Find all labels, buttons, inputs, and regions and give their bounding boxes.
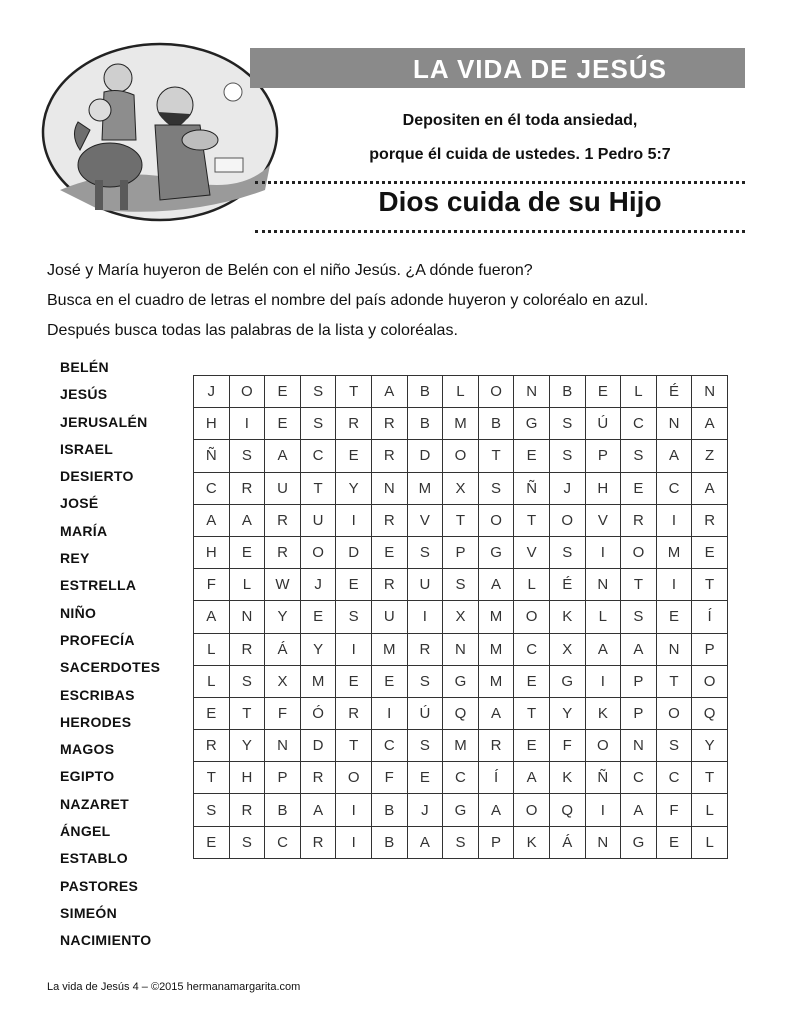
grid-cell[interactable]: R xyxy=(265,536,301,568)
grid-cell[interactable]: R xyxy=(229,794,265,826)
grid-cell[interactable]: S xyxy=(621,601,657,633)
grid-cell[interactable]: E xyxy=(336,440,372,472)
grid-cell[interactable]: O xyxy=(692,665,728,697)
dotted-divider-top xyxy=(255,181,745,184)
grid-cell[interactable]: Ú xyxy=(407,697,443,729)
grid-cell[interactable]: E xyxy=(229,536,265,568)
grid-cell[interactable]: A xyxy=(194,601,230,633)
grid-cell[interactable]: C xyxy=(656,762,692,794)
grid-cell[interactable]: L xyxy=(514,569,550,601)
grid-cell[interactable]: F xyxy=(265,697,301,729)
grid-cell[interactable]: E xyxy=(371,536,407,568)
word-list-item: REY xyxy=(60,550,90,567)
grid-cell[interactable]: N xyxy=(371,472,407,504)
grid-cell[interactable]: E xyxy=(585,376,621,408)
grid-cell[interactable]: Í xyxy=(478,762,514,794)
grid-cell[interactable]: P xyxy=(265,762,301,794)
lesson-title: Dios cuida de su Hijo xyxy=(378,186,662,217)
grid-cell[interactable]: P xyxy=(692,633,728,665)
grid-cell[interactable]: E xyxy=(514,665,550,697)
grid-cell[interactable]: N xyxy=(229,601,265,633)
grid-cell[interactable]: B xyxy=(407,408,443,440)
grid-cell[interactable]: F xyxy=(371,762,407,794)
word-list-item: MAGOS xyxy=(60,741,115,758)
grid-cell[interactable]: U xyxy=(265,472,301,504)
grid-cell[interactable]: S xyxy=(407,730,443,762)
grid-cell[interactable]: N xyxy=(514,376,550,408)
grid-cell[interactable]: R xyxy=(478,730,514,762)
grid-cell[interactable]: O xyxy=(478,376,514,408)
grid-cell[interactable]: F xyxy=(656,794,692,826)
grid-cell[interactable]: T xyxy=(656,665,692,697)
grid-cell[interactable]: I xyxy=(229,408,265,440)
grid-cell[interactable]: S xyxy=(549,408,585,440)
grid-cell[interactable]: E xyxy=(336,569,372,601)
footer-credit: La vida de Jesús 4 – ©2015 hermanamargarita.com xyxy=(47,981,301,993)
grid-cell[interactable]: I xyxy=(407,601,443,633)
grid-cell[interactable]: É xyxy=(656,376,692,408)
grid-cell[interactable]: Ñ xyxy=(585,762,621,794)
grid-cell[interactable]: R xyxy=(229,472,265,504)
grid-cell[interactable]: E xyxy=(656,601,692,633)
grid-cell[interactable]: L xyxy=(621,376,657,408)
grid-cell[interactable]: J xyxy=(194,376,230,408)
grid-row xyxy=(194,730,728,762)
grid-cell[interactable]: N xyxy=(443,633,479,665)
word-list-item: DESIERTO xyxy=(60,468,134,485)
grid-row xyxy=(194,697,728,729)
grid-cell[interactable]: M xyxy=(478,665,514,697)
grid-cell[interactable]: C xyxy=(514,633,550,665)
grid-cell[interactable]: M xyxy=(656,536,692,568)
grid-cell[interactable]: K xyxy=(514,826,550,858)
grid-cell[interactable]: G xyxy=(478,536,514,568)
grid-cell[interactable]: A xyxy=(194,504,230,536)
grid-row xyxy=(194,794,728,826)
grid-cell[interactable]: U xyxy=(407,569,443,601)
grid-cell[interactable]: S xyxy=(549,536,585,568)
grid-cell[interactable]: Y xyxy=(692,730,728,762)
grid-cell[interactable]: G xyxy=(443,665,479,697)
grid-cell[interactable]: L xyxy=(585,601,621,633)
grid-cell[interactable]: E xyxy=(265,408,301,440)
grid-cell[interactable]: A xyxy=(692,472,728,504)
grid-row xyxy=(194,536,728,568)
grid-cell[interactable]: B xyxy=(265,794,301,826)
grid-cell[interactable]: E xyxy=(300,601,336,633)
grid-cell[interactable]: K xyxy=(549,601,585,633)
word-list-item: SIMEÓN xyxy=(60,904,118,921)
grid-cell[interactable]: A xyxy=(621,633,657,665)
word-list-item: ESCRIBAS xyxy=(60,686,135,703)
grid-cell[interactable]: N xyxy=(656,408,692,440)
grid-cell[interactable]: B xyxy=(478,408,514,440)
grid-row xyxy=(194,504,728,536)
grid-cell[interactable]: Á xyxy=(549,826,585,858)
instruction-line: Después busca todas las palabras de la lista y coloréalas. xyxy=(47,322,458,339)
grid-cell[interactable]: S xyxy=(443,826,479,858)
grid-cell[interactable]: R xyxy=(229,633,265,665)
grid-cell[interactable]: S xyxy=(621,440,657,472)
grid-cell[interactable]: E xyxy=(692,536,728,568)
word-list-item: JERUSALÉN xyxy=(60,413,148,430)
word-list-item: ÁNGEL xyxy=(60,823,111,840)
word-list-item: ESTRELLA xyxy=(60,577,137,594)
grid-cell[interactable]: R xyxy=(265,504,301,536)
grid-cell[interactable]: V xyxy=(407,504,443,536)
word-list-item: ISRAEL xyxy=(60,440,114,457)
grid-cell[interactable]: E xyxy=(656,826,692,858)
grid-cell[interactable]: Q xyxy=(692,697,728,729)
word-list-item: ESTABLO xyxy=(60,850,128,867)
grid-cell[interactable]: R xyxy=(371,408,407,440)
grid-cell[interactable]: A xyxy=(265,440,301,472)
grid-cell[interactable]: X xyxy=(443,472,479,504)
grid-cell[interactable]: T xyxy=(692,762,728,794)
grid-cell[interactable]: Y xyxy=(229,730,265,762)
grid-cell[interactable]: A xyxy=(407,826,443,858)
grid-cell[interactable]: U xyxy=(371,601,407,633)
grid-cell[interactable]: A xyxy=(478,569,514,601)
word-list-item: JOSÉ xyxy=(60,495,99,512)
grid-cell[interactable]: V xyxy=(514,536,550,568)
grid-cell[interactable]: T xyxy=(621,569,657,601)
grid-cell[interactable]: T xyxy=(336,730,372,762)
grid-cell[interactable]: R xyxy=(371,440,407,472)
grid-cell[interactable]: P xyxy=(585,440,621,472)
grid-cell[interactable]: A xyxy=(371,376,407,408)
word-list-item: JESÚS xyxy=(60,386,108,403)
grid-cell[interactable]: L xyxy=(194,633,230,665)
grid-cell[interactable]: E xyxy=(514,440,550,472)
grid-cell[interactable]: Ñ xyxy=(194,440,230,472)
grid-row xyxy=(194,826,728,858)
grid-cell[interactable]: L xyxy=(194,665,230,697)
grid-cell[interactable]: Y xyxy=(300,633,336,665)
grid-cell[interactable]: R xyxy=(300,762,336,794)
grid-cell[interactable]: X xyxy=(443,601,479,633)
grid-row xyxy=(194,633,728,665)
grid-cell[interactable]: O xyxy=(478,504,514,536)
grid-cell[interactable]: S xyxy=(443,569,479,601)
grid-cell[interactable]: A xyxy=(478,697,514,729)
grid-cell[interactable]: T xyxy=(336,376,372,408)
grid-cell[interactable]: D xyxy=(336,536,372,568)
grid-cell[interactable]: R xyxy=(336,408,372,440)
grid-cell[interactable]: Á xyxy=(265,633,301,665)
grid-cell[interactable]: T xyxy=(514,697,550,729)
grid-cell[interactable]: C xyxy=(265,826,301,858)
grid-cell[interactable]: S xyxy=(229,440,265,472)
grid-cell[interactable]: H xyxy=(194,536,230,568)
grid-cell[interactable]: S xyxy=(229,665,265,697)
grid-cell[interactable]: C xyxy=(443,762,479,794)
grid-cell[interactable]: C xyxy=(194,472,230,504)
grid-cell[interactable]: G xyxy=(621,826,657,858)
grid-cell[interactable]: J xyxy=(407,794,443,826)
grid-cell[interactable]: H xyxy=(194,408,230,440)
grid-cell[interactable]: I xyxy=(336,826,372,858)
word-list-item: HERODES xyxy=(60,713,132,730)
grid-cell[interactable]: C xyxy=(656,472,692,504)
grid-cell[interactable]: O xyxy=(336,762,372,794)
grid-cell[interactable]: A xyxy=(478,794,514,826)
grid-cell[interactable]: T xyxy=(194,762,230,794)
word-list xyxy=(60,358,160,959)
grid-cell[interactable]: I xyxy=(371,697,407,729)
grid-row xyxy=(194,665,728,697)
grid-cell[interactable]: E xyxy=(265,376,301,408)
grid-cell[interactable]: S xyxy=(300,408,336,440)
grid-row xyxy=(194,408,728,440)
grid-cell[interactable]: G xyxy=(443,794,479,826)
grid-cell[interactable]: A xyxy=(514,762,550,794)
grid-cell[interactable]: S xyxy=(549,440,585,472)
grid-cell[interactable]: V xyxy=(585,504,621,536)
grid-cell[interactable]: I xyxy=(336,794,372,826)
grid-cell[interactable]: S xyxy=(478,472,514,504)
grid-cell[interactable]: E xyxy=(407,762,443,794)
word-list-item: PASTORES xyxy=(60,877,139,894)
grid-cell[interactable]: R xyxy=(407,633,443,665)
grid-cell[interactable]: O xyxy=(585,730,621,762)
grid-cell[interactable]: I xyxy=(585,794,621,826)
grid-cell[interactable]: E xyxy=(514,730,550,762)
grid-row xyxy=(194,376,728,408)
grid-cell[interactable]: N xyxy=(692,376,728,408)
word-list-item: BELÉN xyxy=(60,359,109,375)
grid-cell[interactable]: N xyxy=(656,633,692,665)
grid-cell[interactable]: C xyxy=(371,730,407,762)
grid-cell[interactable]: N xyxy=(585,826,621,858)
grid-cell[interactable]: P xyxy=(478,826,514,858)
grid-cell[interactable]: F xyxy=(549,730,585,762)
grid-cell[interactable]: M xyxy=(407,472,443,504)
grid-cell[interactable]: Y xyxy=(265,601,301,633)
grid-cell[interactable]: R xyxy=(300,826,336,858)
grid-cell[interactable]: G xyxy=(514,408,550,440)
grid-cell[interactable]: E xyxy=(194,697,230,729)
grid-cell[interactable]: L xyxy=(229,569,265,601)
grid-cell[interactable]: I xyxy=(336,633,372,665)
grid-cell[interactable]: B xyxy=(549,376,585,408)
grid-cell[interactable]: W xyxy=(265,569,301,601)
grid-cell[interactable]: I xyxy=(585,665,621,697)
grid-cell[interactable]: R xyxy=(371,504,407,536)
grid-row xyxy=(194,440,728,472)
grid-cell[interactable]: Y xyxy=(336,472,372,504)
grid-cell[interactable]: A xyxy=(300,794,336,826)
grid-cell[interactable]: I xyxy=(336,504,372,536)
grid-cell[interactable]: L xyxy=(692,794,728,826)
grid-cell[interactable]: O xyxy=(656,697,692,729)
grid-cell[interactable]: L xyxy=(692,826,728,858)
grid-cell[interactable]: M xyxy=(371,633,407,665)
grid-cell[interactable]: J xyxy=(549,472,585,504)
word-list-item: EGIPTO xyxy=(60,768,115,785)
grid-cell[interactable]: T xyxy=(478,440,514,472)
grid-cell[interactable]: A xyxy=(229,504,265,536)
grid-cell[interactable]: S xyxy=(300,376,336,408)
dotted-divider-bottom xyxy=(255,230,745,233)
grid-cell[interactable]: M xyxy=(300,665,336,697)
grid-cell[interactable]: X xyxy=(265,665,301,697)
grid-cell[interactable]: R xyxy=(692,504,728,536)
instruction-line: José y María huyeron de Belén con el niño Jesús. ¿A dónde fueron? xyxy=(47,262,533,279)
grid-cell[interactable]: E xyxy=(621,472,657,504)
grid-cell[interactable]: O xyxy=(549,504,585,536)
grid-cell[interactable]: E xyxy=(371,665,407,697)
grid-cell[interactable]: Í xyxy=(692,601,728,633)
grid-cell[interactable]: R xyxy=(194,730,230,762)
grid-cell[interactable]: P xyxy=(443,536,479,568)
word-list-item: PROFECÍA xyxy=(60,631,135,648)
grid-cell[interactable]: F xyxy=(194,569,230,601)
bible-verse-line-2: porque él cuida de ustedes. 1 Pedro 5:7 xyxy=(369,146,671,163)
series-banner xyxy=(250,48,745,88)
grid-cell[interactable]: D xyxy=(300,730,336,762)
grid-cell[interactable]: I xyxy=(585,536,621,568)
grid-cell[interactable]: S xyxy=(407,536,443,568)
grid-cell[interactable]: Q xyxy=(549,794,585,826)
grid-cell[interactable]: T xyxy=(300,472,336,504)
grid-cell[interactable]: S xyxy=(229,826,265,858)
grid-cell[interactable]: K xyxy=(585,697,621,729)
grid-row xyxy=(194,601,728,633)
grid-cell[interactable]: D xyxy=(407,440,443,472)
grid-cell[interactable]: B xyxy=(371,826,407,858)
grid-cell[interactable]: É xyxy=(549,569,585,601)
grid-cell[interactable]: R xyxy=(371,569,407,601)
grid-row xyxy=(194,569,728,601)
grid-cell[interactable]: P xyxy=(621,665,657,697)
grid-cell[interactable]: O xyxy=(514,794,550,826)
grid-cell[interactable]: M xyxy=(443,408,479,440)
series-title: LA VIDA DE JESÚS xyxy=(413,54,667,84)
grid-cell[interactable]: S xyxy=(656,730,692,762)
bible-verse-line-1: Depositen en él toda ansiedad, xyxy=(402,112,638,129)
grid-cell[interactable]: H xyxy=(585,472,621,504)
grid-cell[interactable]: C xyxy=(621,408,657,440)
grid-cell[interactable]: N xyxy=(265,730,301,762)
grid-cell[interactable]: T xyxy=(443,504,479,536)
grid-cell[interactable]: T xyxy=(514,504,550,536)
grid-cell[interactable]: C xyxy=(300,440,336,472)
grid-cell[interactable]: N xyxy=(621,730,657,762)
grid-row xyxy=(194,472,728,504)
grid-cell[interactable]: P xyxy=(621,697,657,729)
grid-cell[interactable]: M xyxy=(443,730,479,762)
grid-cell[interactable]: E xyxy=(194,826,230,858)
grid-cell[interactable]: N xyxy=(585,569,621,601)
grid-cell[interactable]: H xyxy=(229,762,265,794)
word-list-item: NACIMIENTO xyxy=(60,932,152,949)
grid-cell[interactable]: L xyxy=(443,376,479,408)
grid-cell[interactable]: X xyxy=(549,633,585,665)
word-list-item: MARÍA xyxy=(60,522,108,539)
grid-cell[interactable]: A xyxy=(656,440,692,472)
grid-cell[interactable]: Q xyxy=(443,697,479,729)
grid-cell[interactable]: G xyxy=(549,665,585,697)
grid-cell[interactable]: E xyxy=(336,665,372,697)
grid-cell[interactable]: O xyxy=(229,376,265,408)
grid-cell[interactable]: K xyxy=(549,762,585,794)
grid-cell[interactable]: O xyxy=(300,536,336,568)
grid-cell[interactable]: S xyxy=(407,665,443,697)
grid-row xyxy=(194,762,728,794)
holy-family-illustration xyxy=(40,40,280,225)
grid-cell[interactable]: Y xyxy=(549,697,585,729)
grid-cell[interactable]: B xyxy=(407,376,443,408)
grid-cell[interactable]: O xyxy=(443,440,479,472)
grid-cell[interactable]: C xyxy=(621,762,657,794)
word-list-item: NIÑO xyxy=(60,604,97,621)
grid-cell[interactable]: Ñ xyxy=(514,472,550,504)
grid-cell[interactable]: R xyxy=(621,504,657,536)
grid-cell[interactable]: M xyxy=(478,633,514,665)
grid-cell[interactable]: I xyxy=(656,569,692,601)
grid-cell[interactable]: B xyxy=(371,794,407,826)
word-list-item: SACERDOTES xyxy=(60,659,161,676)
grid-cell[interactable]: U xyxy=(300,504,336,536)
grid-cell[interactable]: M xyxy=(478,601,514,633)
grid-cell[interactable]: T xyxy=(229,697,265,729)
grid-cell[interactable]: T xyxy=(692,569,728,601)
grid-cell[interactable]: O xyxy=(514,601,550,633)
grid-cell[interactable]: Ó xyxy=(300,697,336,729)
grid-cell[interactable]: A xyxy=(692,408,728,440)
grid-cell[interactable]: R xyxy=(336,697,372,729)
grid-cell[interactable]: O xyxy=(621,536,657,568)
grid-cell[interactable]: A xyxy=(585,633,621,665)
grid-cell[interactable]: Ú xyxy=(585,408,621,440)
grid-cell[interactable]: J xyxy=(300,569,336,601)
grid-cell[interactable]: S xyxy=(194,794,230,826)
word-search-grid xyxy=(193,375,728,859)
grid-cell[interactable]: Z xyxy=(692,440,728,472)
instruction-line: Busca en el cuadro de letras el nombre del país adonde huyeron y coloréalo en azul. xyxy=(47,292,649,309)
word-list-item: NAZARET xyxy=(60,795,129,812)
grid-cell[interactable]: S xyxy=(336,601,372,633)
grid-cell[interactable]: A xyxy=(621,794,657,826)
grid-cell[interactable]: I xyxy=(656,504,692,536)
